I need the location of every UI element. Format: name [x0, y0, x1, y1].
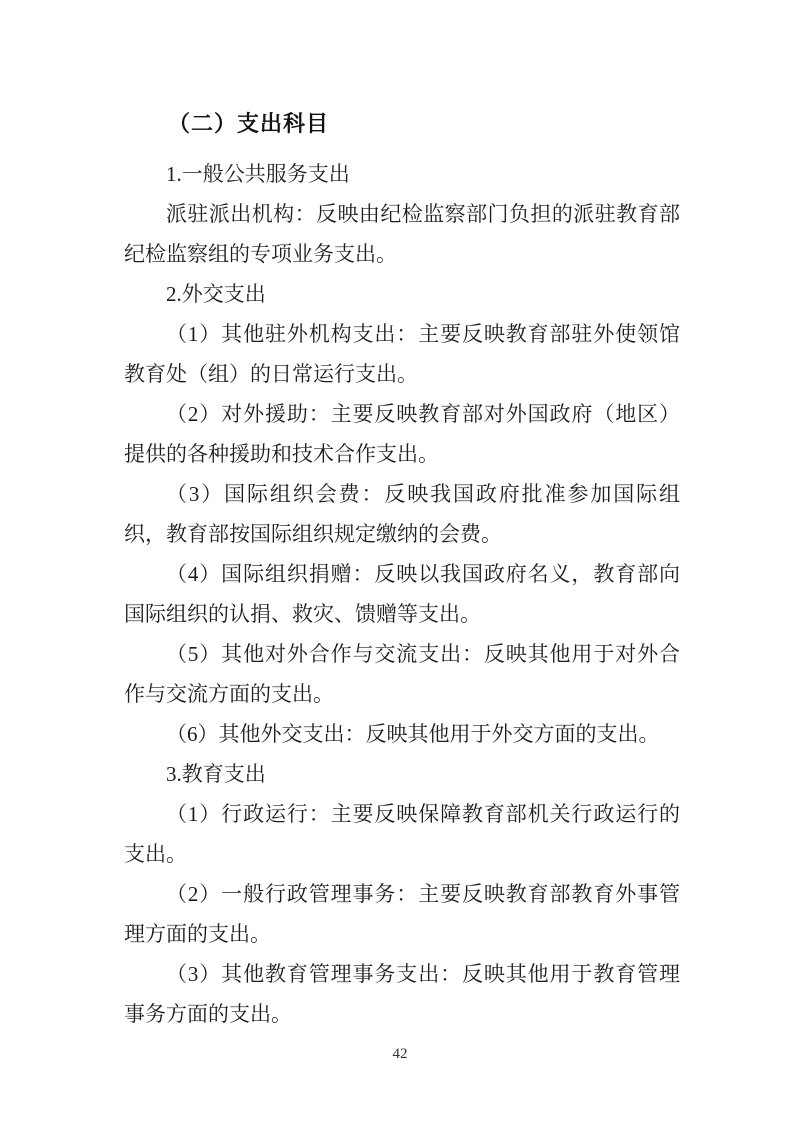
paragraph-education-heading: 3.教育支出 [166, 762, 266, 786]
paragraph-other-diplomacy: （6）其他外交支出：反映其他用于外交方面的支出。 [166, 722, 660, 746]
paragraph-intl-org-fees: （3）国际组织会费：反映我国政府批准参加国际组织，教育部按国际组织规定缴纳的会费。 [124, 482, 680, 546]
section-heading: （二）支出科目 [168, 111, 330, 136]
paragraph-foreign-aid: （2）对外援助：主要反映教育部对外国政府（地区）提供的各种援助和技术合作支出。 [124, 402, 680, 466]
page-number: 42 [392, 1046, 408, 1062]
paragraph-general-admin-affairs: （2）一般行政管理事务：主要反映教育部教育外事管理方面的支出。 [124, 882, 680, 946]
paragraph-diplomacy-heading: 2.外交支出 [166, 282, 266, 306]
paragraph-general-public-service: 1.一般公共服务支出 [166, 162, 350, 186]
paragraph-other-cooperation: （5）其他对外合作与交流支出：反映其他用于对外合作与交流方面的支出。 [124, 642, 680, 706]
paragraph-admin-operation: （1）行政运行：主要反映保障教育部机关行政运行的支出。 [124, 802, 680, 866]
paragraph-intl-org-donations: （4）国际组织捐赠：反映以我国政府名义，教育部向国际组织的认捐、救灾、馈赠等支出。 [124, 562, 680, 626]
document-content [124, 104, 680, 1034]
paragraph-other-edu-admin: （3）其他教育管理事务支出：反映其他用于教育管理事务方面的支出。 [124, 962, 680, 1026]
paragraph-overseas-agencies: （1）其他驻外机构支出：主要反映教育部驻外使领馆教育处（组）的日常运行支出。 [124, 322, 680, 386]
paragraph-dispatched-agencies: 派驻派出机构：反映由纪检监察部门负担的派驻教育部纪检监察组的专项业务支出。 [124, 202, 680, 266]
